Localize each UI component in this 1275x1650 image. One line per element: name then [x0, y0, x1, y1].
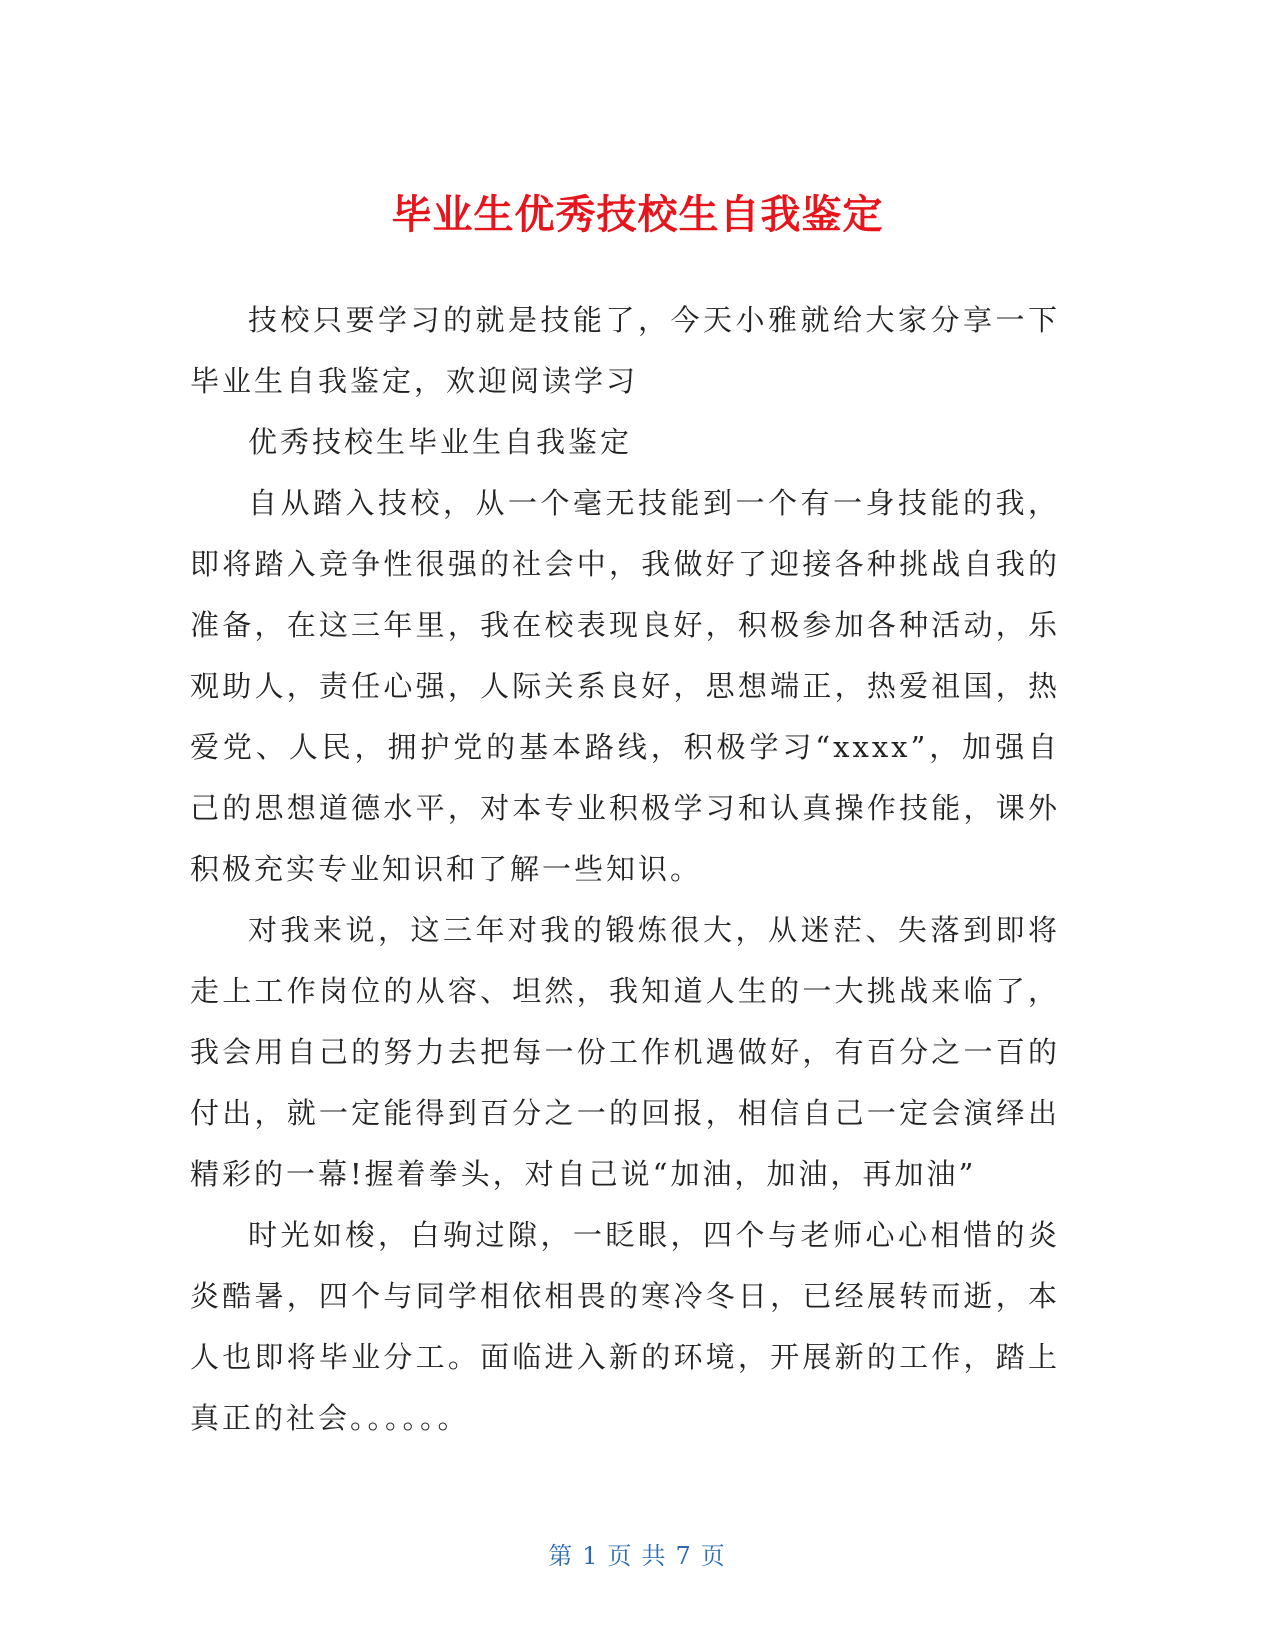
document-body [190, 290, 1060, 1449]
footer-prefix: 第 [548, 1542, 575, 1570]
section-heading: 优秀技校生毕业生自我鉴定 [248, 425, 633, 459]
footer-total-label: 共 [641, 1542, 668, 1570]
document-title: 毕业生优秀技校生自我鉴定 [391, 191, 884, 238]
footer-page-label: 页 [607, 1542, 634, 1570]
body-paragraph-1: 自从踏入技校，从一个毫无技能到一个有一身技能的我，即将踏入竞争性很强的社会中，我做好了迎接各种挑战自我的准备，在这三年里，我在校表现良好，积极参加各种活动，乐观助人，责任心强，人际关系良好，思想端正，热爱祖国，热爱党、人民，拥护党的基本路线，积极学习“xxxx”，加强自己的思想道德水平，对本专业积极学习和认真操作技能，课外积极充实专业知识和了解一些知识。 [190, 486, 1060, 886]
body-paragraph-2: 对我来说，这三年对我的锻炼很大，从迷茫、失落到即将走上工作岗位的从容、坦然，我知道人生的一大挑战来临了，我会用自己的努力去把每一份工作机遇做好，有百分之一百的付出，就一定能得到百分之一的回报，相信自己一定会演绎出精彩的一幕!握着拳头，对自己说“加油，加油，再加油” [190, 913, 1060, 1191]
footer-suffix: 页 [700, 1542, 727, 1570]
page-footer [0, 1540, 1275, 1572]
current-page-number: 1 [582, 1542, 600, 1570]
intro-paragraph: 技校只要学习的就是技能了，今天小雅就给大家分享一下毕业生自我鉴定，欢迎阅读学习 [190, 303, 1060, 398]
total-pages-number: 7 [675, 1542, 693, 1570]
body-paragraph-3: 时光如梭，白驹过隙，一眨眼，四个与老师心心相惜的炎炎酷暑，四个与同学相依相畏的寒冷冬日，已经展转而逝，本人也即将毕业分工。面临进入新的环境，开展新的工作，踏上真正的社会。。。。。。 [190, 1218, 1060, 1435]
